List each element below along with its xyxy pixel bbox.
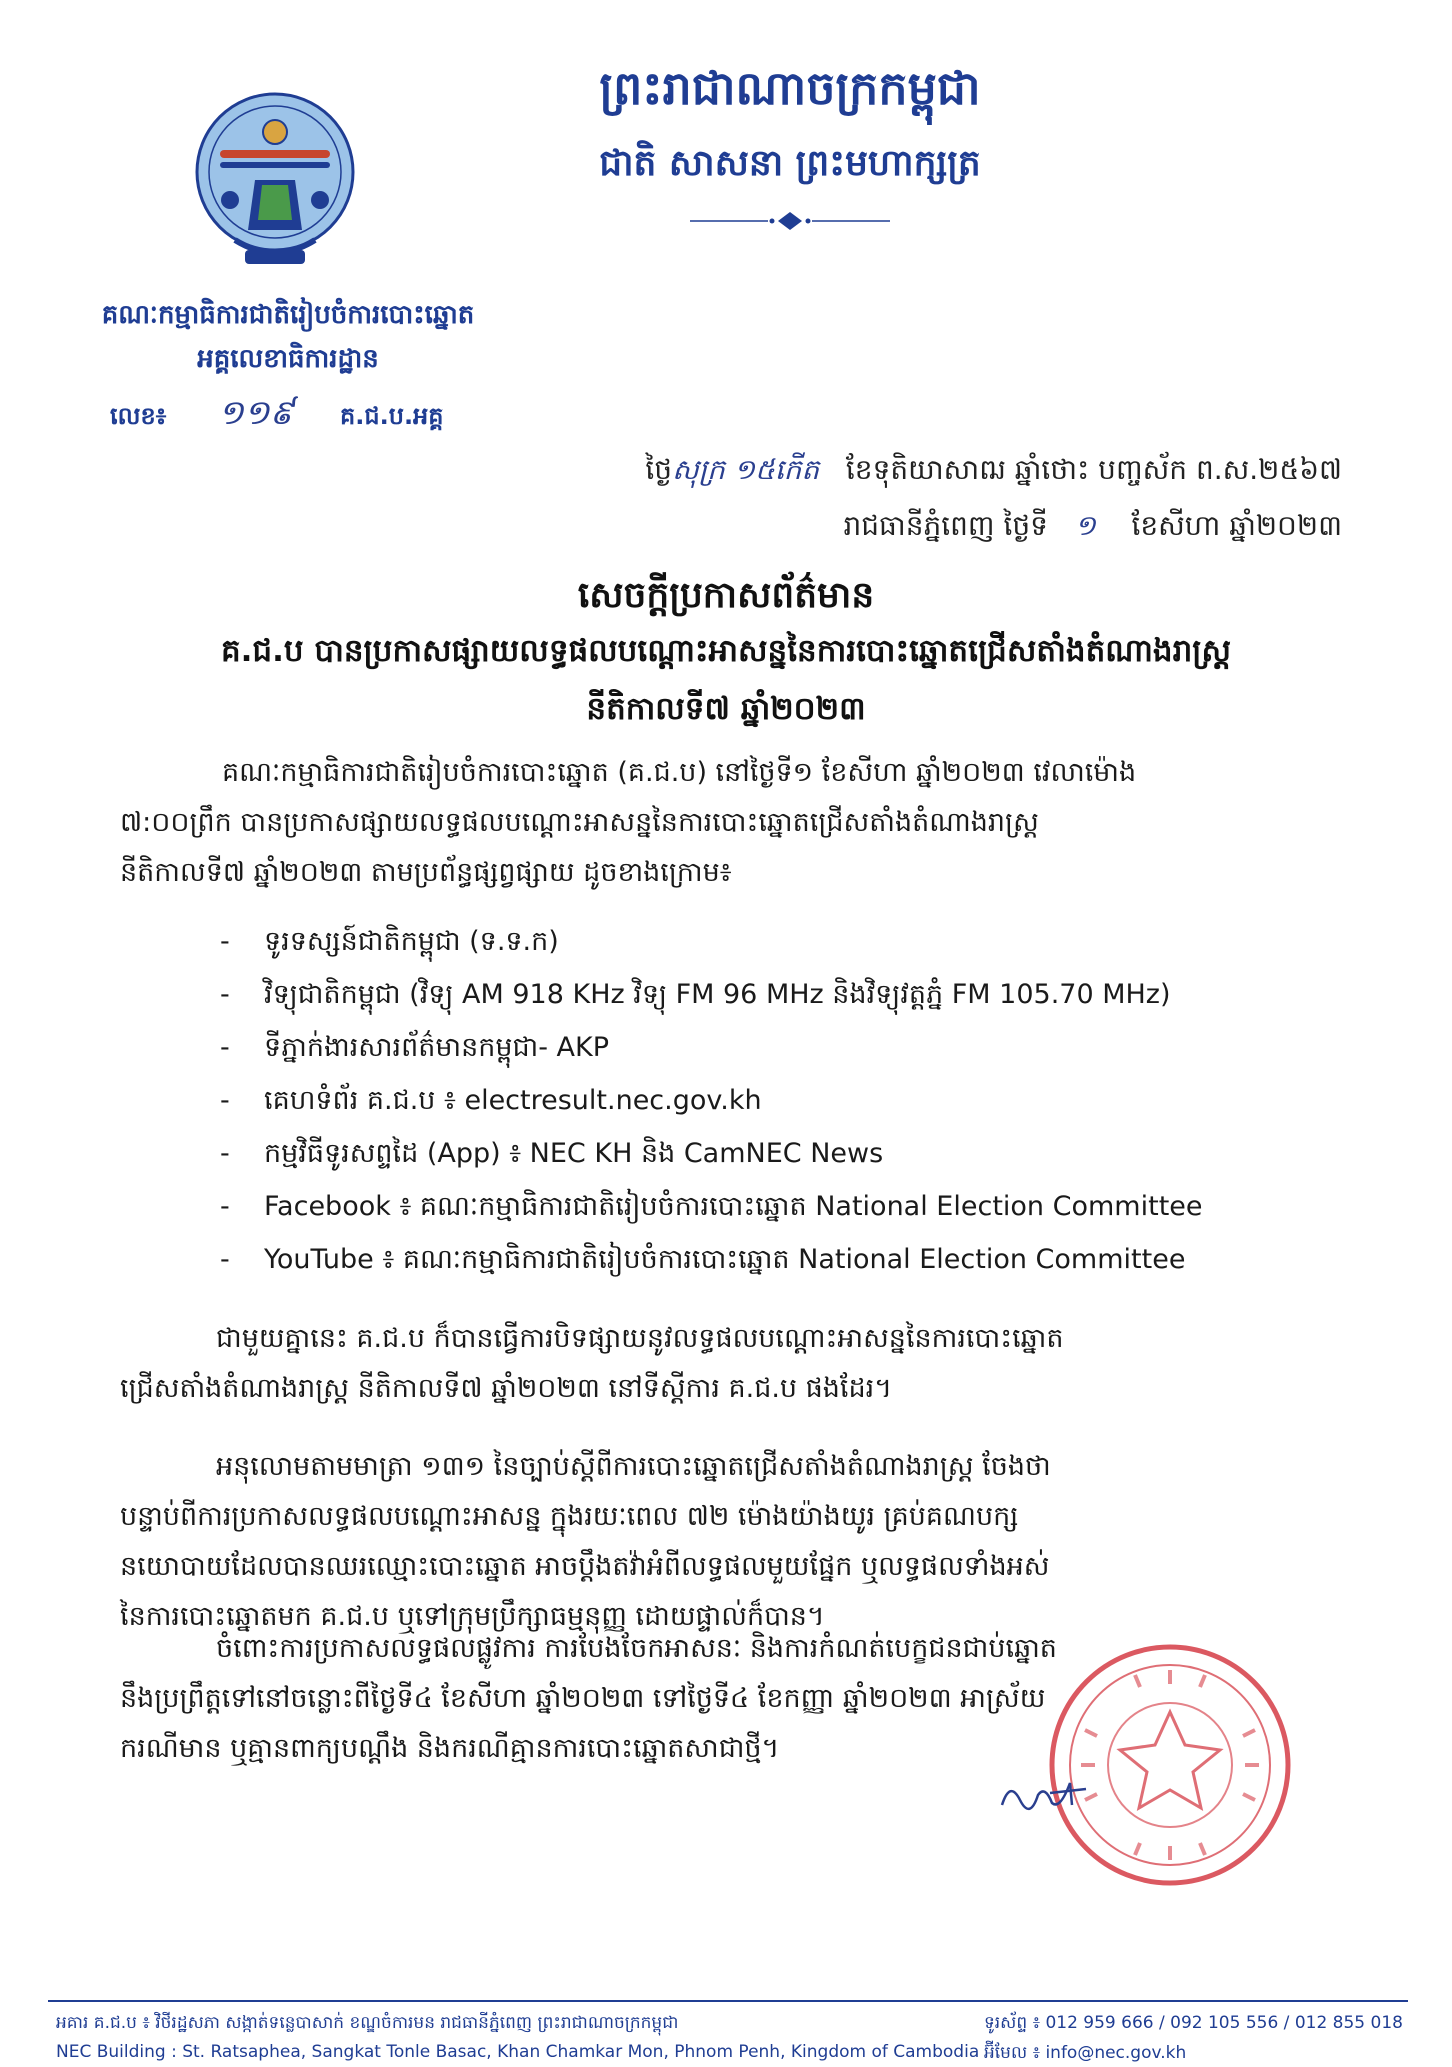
solar-date-prefix: រាជធានីភ្នំពេញ ថ្ងៃទី [843,509,1048,542]
official-seal [1045,1640,1295,1890]
paragraph-posting [120,1314,1356,1414]
footer-divider [48,2000,1408,2002]
media-channel-list [220,920,1370,1291]
list-item: - កម្មវិធីទូរសព្ទដៃ (App) ៖ NEC KH និង CamNEC News [220,1138,884,1169]
paragraph-line: នៃការបោះឆ្នោតមក គ.ជ.ប ឬទៅក្រុមប្រឹក្សាធម្មនុញ្ញ ដោយផ្ទាល់ក៏បាន។ [120,1601,825,1632]
paragraph-complaints [120,1442,1356,1642]
kingdom-title: ព្រះរាជាណាចក្រកម្ពុជា [599,61,981,115]
reference-number: ១១៩ [218,393,294,433]
lunar-date-handwritten: សុក្រ ១៥កើត [672,453,820,486]
list-item: - Facebook ៖ គណៈកម្មាធិការជាតិរៀបចំការបោះឆ្នោត National Election Committee [220,1191,1203,1222]
list-item: - វិទ្យុជាតិកម្ពុជា (វិទ្យុ AM 918 KHz វិទ្យុ FM 96 MHz និងវិទ្យុវត្តភ្នំ FM 105.70 MHz) [220,979,1171,1010]
national-motto: ជាតិ សាសនា ព្រះមហាក្សត្រ [599,142,981,184]
solar-date-rest: ខែសីហា ឆ្នាំ២០២៣ [1131,509,1342,542]
ornament-divider [690,210,890,232]
list-item-text: ទូរទស្សន៍ជាតិកម្ពុជា (ទ.ទ.ក) [264,926,559,957]
solar-date-day: ១ [1074,509,1096,542]
list-item-text: Facebook ៖ គណៈកម្មាធិការជាតិរៀបចំការបោះឆ្នោត National Election Committee [264,1191,1203,1222]
paragraph-line: គណៈកម្មាធិការជាតិរៀបចំការបោះឆ្នោត (គ.ជ.ប) នៅថ្ងៃទី១ ខែសីហា ឆ្នាំ២០២៣ វេលាម៉ោង [222,757,1137,788]
paragraph-line: ៧:០០ព្រឹក បានប្រកាសផ្សាយលទ្ធផលបណ្ដោះអាសន្ននៃការបោះឆ្នោតជ្រើសតាំងតំណាងរាស្ត្រ [120,807,1039,838]
paragraph-line: ជ្រើសតាំងតំណាងរាស្ត្រ នីតិកាលទី៧ ឆ្នាំ២០២៣ នៅទីស្ដីការ គ.ជ.ប ផងដែរ។ [120,1373,892,1404]
document-subtitle-line-2: នីតិកាលទី៧ ឆ្នាំ២០២៣ [586,691,866,727]
signature [1000,1775,1090,1815]
footer-address-khmer: អគារ គ.ជ.ប ៖ វិថីរដ្ឋសភា សង្កាត់ទន្លេបាសាក់ ខណ្ឌចំការមន រាជធានីភ្នំពេញ ព្រះរាជាណាចក្រកម្ពុជា [56,2013,679,2033]
paragraph-line: នីតិកាលទី៧ ឆ្នាំ២០២៣ តាមប្រព័ន្ធផ្សព្វផ្សាយ ដូចខាងក្រោម៖ [120,857,732,888]
reference-number-row [110,395,490,435]
paragraph-intro [120,748,1356,898]
paragraph-line: ករណីមាន ឬគ្មានពាក្យបណ្ដឹង និងករណីគ្មានការបោះឆ្នោតសាជាថ្មី។ [120,1733,780,1764]
list-item: - គេហទំព័រ គ.ជ.ប ៖ electresult.nec.gov.kh [220,1085,762,1116]
committee-name: គណៈកម្មាធិការជាតិរៀបចំការបោះឆ្នោត [101,300,475,330]
lunar-date-rest: ខែទុតិយាសាឍ ឆ្នាំថោះ បញ្ចស័ក ព.ស.២៥៦៧ [845,453,1342,486]
paragraph-line: អនុលោមតាមមាត្រា ១៣១ នៃច្បាប់ស្ដីពីការបោះឆ្នោតជ្រើសតាំងតំណាងរាស្ត្រ ចែងថា [216,1451,1051,1482]
list-item-text: កម្មវិធីទូរសព្ទដៃ (App) ៖ NEC KH និង CamNEC News [264,1138,884,1169]
paragraph-line: ចំពោះការប្រកាសលទ្ធផលផ្លូវការ ការបែងចែកអាសនៈ និងការកំណត់បេក្ខជនជាប់ឆ្នោត [216,1633,1057,1664]
reference-label: លេខ៖ [110,402,167,430]
document-subtitle-line-1: គ.ជ.ប បានប្រកាសផ្សាយលទ្ធផលបណ្ដោះអាសន្ននៃការបោះឆ្នោតជ្រើសតាំងតំណាងរាស្ត្រ [220,633,1232,669]
paragraph-line: នឹងប្រព្រឹត្តទៅនៅចន្លោះពីថ្ងៃទី៤ ខែសីហា ឆ្នាំ២០២៣ ទៅថ្ងៃទី៤ ខែកញ្ញា ឆ្នាំ២០២៣ អាស្រ័យ [120,1683,1046,1714]
list-item-text: វិទ្យុជាតិកម្ពុជា (វិទ្យុ AM 918 KHz វិទ្យុ FM 96 MHz និងវិទ្យុវត្តភ្នំ FM 105.70 MHz) [264,979,1171,1010]
document-title: សេចក្តីប្រកាសព័ត៌មាន [577,575,875,616]
paragraph-line: ជាមួយគ្នានេះ គ.ជ.ប ក៏បានធ្វើការបិទផ្សាយនូវលទ្ធផលបណ្ដោះអាសន្ននៃការបោះឆ្នោត [216,1323,1064,1354]
nec-logo [190,90,360,280]
paragraph-line: នយោបាយដែលបានឈរឈ្មោះបោះឆ្នោត អាចប្ដឹងតវ៉ាអំពីលទ្ធផលមួយផ្នែក ឬលទ្ធផលទាំងអស់ [120,1551,1050,1582]
list-item-text: ទីភ្នាក់ងារសារព័ត៌មានកម្ពុជា- AKP [264,1032,610,1063]
lunar-date [645,452,1342,493]
list-item-text: YouTube ៖ គណៈកម្មាធិការជាតិរៀបចំការបោះឆ្នោត National Election Committee [264,1244,1186,1275]
footer-email: អ៊ីមែល ៖ info@nec.gov.kh [984,2043,1187,2063]
secretariat-name: អគ្គលេខាធិការដ្ឋាន [197,344,379,374]
list-item-text: គេហទំព័រ គ.ជ.ប ៖ electresult.nec.gov.kh [264,1085,762,1116]
footer-phone: ទូរស័ព្ទ ៖ 012 959 666 / 092 105 556 / 012 855 018 [984,2013,1403,2033]
footer-address-english: NEC Building : St. Ratsaphea, Sangkat Tonle Basac, Khan Chamkar Mon, Phnom Penh, Kingdom of Cambodia [56,2042,980,2062]
list-item: - YouTube ៖ គណៈកម្មាធិការជាតិរៀបចំការបោះឆ្នោត National Election Committee [220,1244,1186,1275]
list-item: - ទីភ្នាក់ងារសារព័ត៌មានកម្ពុជា- AKP [220,1032,610,1063]
lunar-date-prefix: ថ្ងៃ [645,453,673,486]
paragraph-line: បន្ទាប់ពីការប្រកាសលទ្ធផលបណ្ដោះអាសន្ន ក្នុងរយៈពេល ៧២ ម៉ោងយ៉ាងយូរ គ្រប់គណបក្ស [120,1501,1019,1532]
reference-code: គ.ជ.ប.អគ្គ [340,402,444,430]
list-item: - ទូរទស្សន៍ជាតិកម្ពុជា (ទ.ទ.ក) [220,926,559,957]
solar-date [844,508,1343,549]
